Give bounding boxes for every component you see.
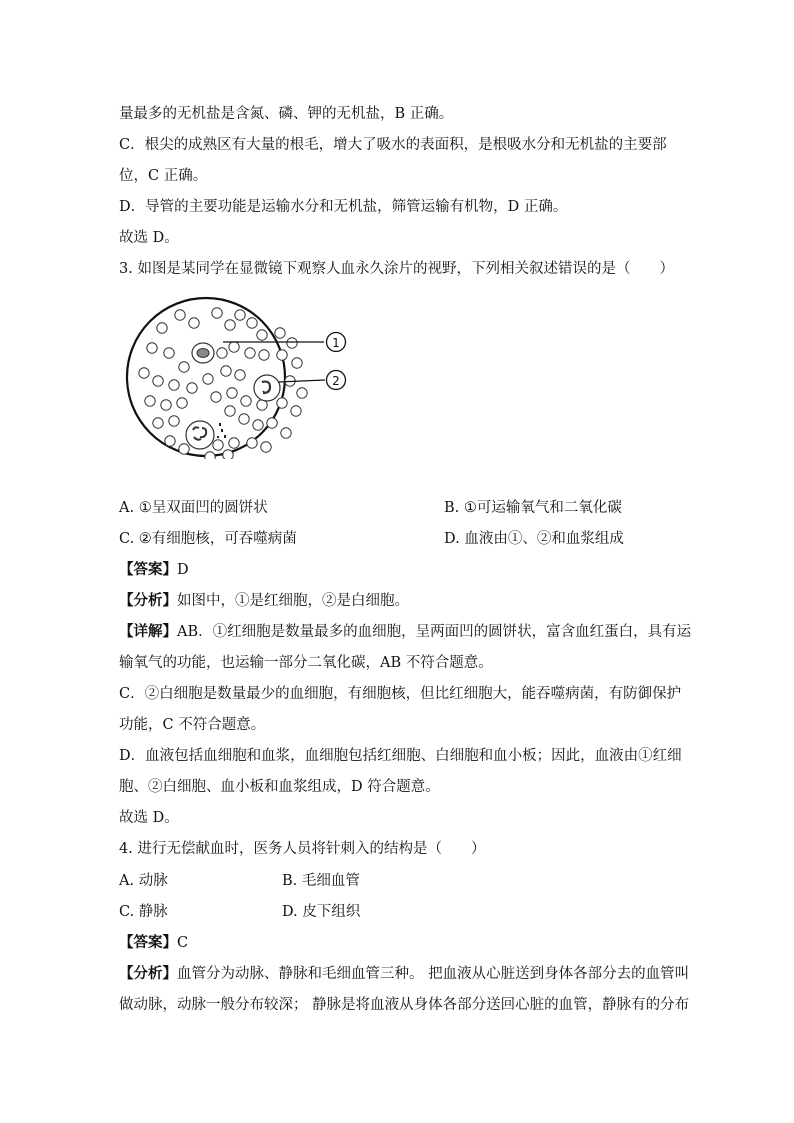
q4-option-b: B. 毛细血管 (282, 873, 360, 889)
q4-analysis (119, 964, 689, 984)
red-blood-cell (153, 418, 163, 428)
text-line: 量最多的无机盐是含氮、磷、钾的无机盐，B 正确。 (119, 106, 454, 122)
red-blood-cell (165, 436, 175, 446)
red-blood-cell (212, 308, 222, 318)
red-blood-cell (211, 392, 221, 402)
red-blood-cell (277, 350, 287, 360)
red-blood-cell (247, 438, 257, 448)
q3-option-d: D. 血液由①、②和血浆组成 (444, 531, 624, 547)
red-blood-cell (247, 318, 257, 328)
red-blood-cell (177, 398, 187, 408)
red-blood-cell (223, 450, 233, 459)
white-blood-cell (192, 343, 214, 363)
red-blood-cell (221, 366, 231, 376)
question-4-stem: 4. 进行无偿献血时，医务人员将针刺入的结构是（ ） (119, 841, 486, 857)
red-blood-cell (259, 350, 269, 360)
analysis-tag: 【分析】 (119, 592, 177, 609)
q3-option-b: B. ①可运输氧气和二氧化碳 (444, 500, 622, 516)
red-blood-cell (229, 342, 239, 352)
red-blood-cell (229, 438, 239, 448)
red-blood-cell (153, 376, 163, 386)
text-line: 故选 D。 (119, 230, 179, 246)
red-blood-cell (297, 388, 307, 398)
red-blood-cell (217, 348, 227, 358)
q4-option-c: C. 静脉 (119, 904, 168, 920)
q3-option-c: C. ②有细胞核，可吞噬病菌 (119, 531, 297, 547)
red-blood-cell (291, 406, 301, 416)
red-blood-cell (175, 310, 185, 320)
text-line: 做动脉，动脉一般分布较深； 静脉是将血液从身体各部分送回心脏的血管，静脉有的分布 (119, 997, 690, 1013)
detail-tag: 【详解】 (119, 623, 177, 640)
label-2 (327, 371, 346, 390)
white-blood-cell-2 (254, 375, 280, 401)
red-blood-cell (292, 358, 302, 368)
text-line: D．血液包括血细胞和血浆，血细胞包括红细胞、白细胞和血小板；因此，血液由①红细 (119, 748, 682, 764)
red-blood-cell (225, 320, 235, 330)
red-blood-cell (203, 374, 213, 384)
answer-tag: 【答案】 (119, 934, 177, 951)
red-blood-cell (225, 406, 235, 416)
question-3-stem: 3. 如图是某同学在显微镜下观察人血永久涂片的视野，下列相关叙述错误的是（ ） (119, 261, 674, 277)
text-line: 位，C 正确。 (119, 168, 208, 184)
detail-text: AB．①红细胞是数量最多的血细胞，呈两面凹的圆饼状，富含血红蛋白，具有运 (177, 624, 692, 640)
q3-answer (119, 560, 189, 580)
red-blood-cell (227, 388, 237, 398)
red-blood-cell (235, 370, 245, 380)
analysis-text: 如图中，①是红细胞，②是白细胞。 (177, 593, 409, 609)
red-blood-cell (275, 328, 285, 338)
red-blood-cell (267, 418, 277, 428)
answer-text: C (177, 935, 189, 951)
text-line: D．导管的主要功能是运输水分和无机盐，筛管运输有机物，D 正确。 (119, 199, 568, 215)
text-line: C．②白细胞是数量最少的血细胞，有细胞核，但比红细胞大，能吞噬病菌，有防御保护 (119, 686, 682, 702)
text-line: C．根尖的成熟区有大量的根毛，增大了吸水的表面积，是根吸水分和无机盐的主要部 (119, 137, 667, 153)
red-blood-cell (281, 428, 291, 438)
red-blood-cell (179, 444, 189, 454)
red-blood-cell (169, 380, 179, 390)
red-blood-cell (169, 416, 179, 426)
text-line: 胞、②白细胞、血小板和血浆组成，D 符合题意。 (119, 779, 440, 795)
red-blood-cell (239, 414, 249, 424)
red-blood-cell (161, 400, 171, 410)
red-blood-cell (164, 348, 174, 358)
red-blood-cell (187, 383, 197, 393)
red-blood-cell (257, 330, 267, 340)
text-line: 输氧气的功能，也运输一部分二氧化碳，AB 不符合题意。 (119, 655, 493, 671)
white-blood-cell-3 (186, 421, 214, 449)
red-blood-cell (213, 440, 223, 450)
answer-text: D (177, 562, 189, 578)
red-blood-cell (139, 368, 149, 378)
red-blood-cell (145, 396, 155, 406)
red-blood-cell (179, 362, 189, 372)
q3-analysis (119, 591, 409, 611)
q3-option-a: A. ①呈双面凹的圆饼状 (119, 500, 268, 516)
red-blood-cell (245, 348, 255, 358)
red-blood-cell (277, 398, 287, 408)
text-line: 故选 D。 (119, 810, 179, 826)
text-line: 功能，C 不符合题意。 (119, 717, 266, 733)
q4-answer (119, 933, 188, 953)
red-blood-cell (253, 420, 263, 430)
red-blood-cell (241, 396, 251, 406)
analysis-text: 血管分为动脉、静脉和毛细血管三种。 把血液从心脏送到身体各部分去的血管叫 (177, 966, 690, 982)
label-1-text: 1 (332, 336, 340, 350)
red-blood-cell (147, 343, 157, 353)
red-blood-cell (261, 442, 271, 452)
answer-tag: 【答案】 (119, 561, 177, 578)
red-blood-cell (189, 318, 199, 328)
red-blood-cell (235, 310, 245, 320)
label-2-text: 2 (332, 374, 340, 388)
label-1 (327, 333, 346, 352)
red-blood-cell (205, 452, 215, 459)
q4-option-a: A. 动脉 (119, 873, 168, 889)
red-blood-cell (287, 338, 297, 348)
blood-smear-figure (122, 295, 362, 459)
red-blood-cell (157, 323, 167, 333)
q3-detail (119, 622, 691, 642)
analysis-tag: 【分析】 (119, 965, 177, 982)
q4-option-d: D. 皮下组织 (282, 904, 361, 920)
